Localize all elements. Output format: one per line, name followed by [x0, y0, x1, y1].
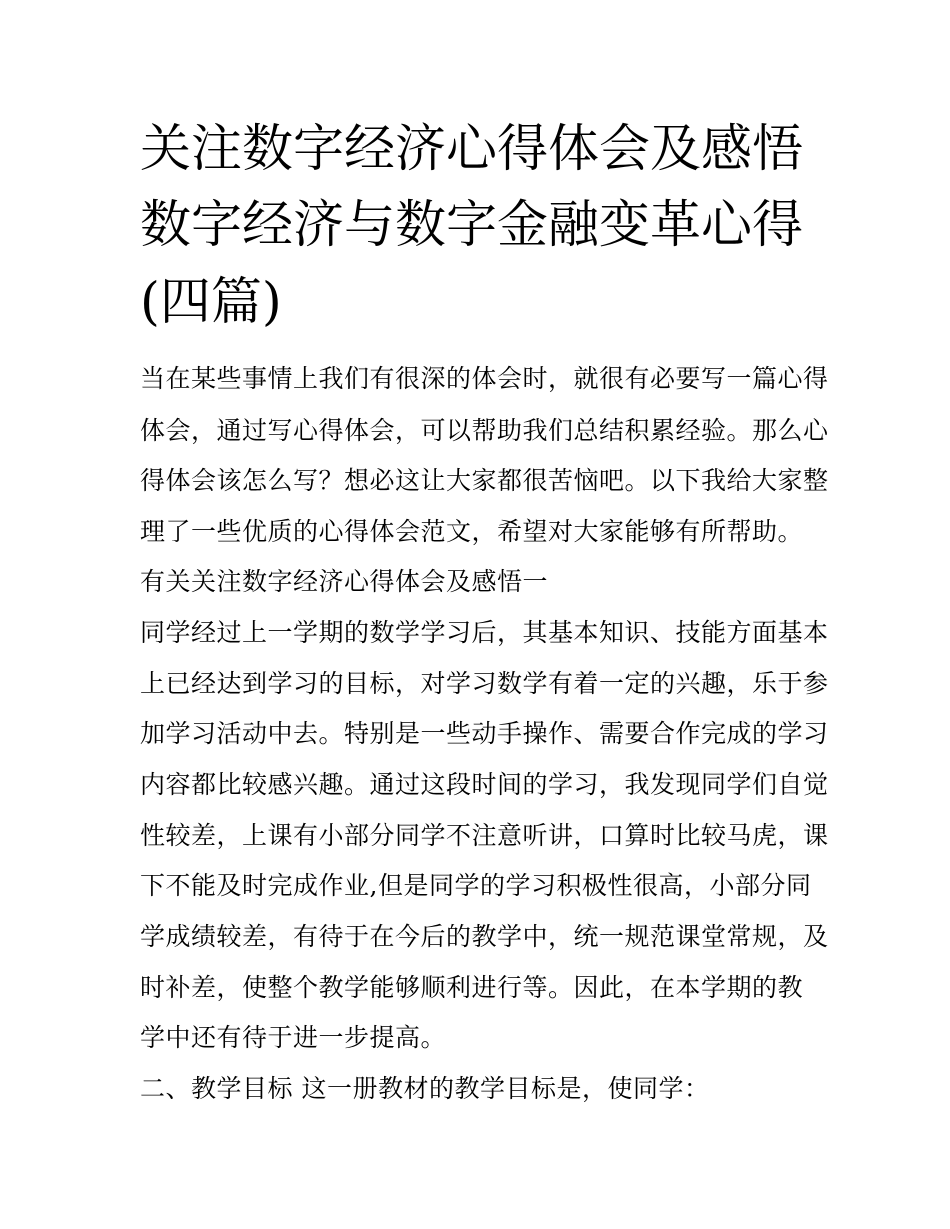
title-line-3: (四篇) [140, 273, 282, 332]
body-line-14: 学中还有待于进一步提高。 [140, 1023, 447, 1052]
body-line-1: 当在某些事情上我们有很深的体会时，就很有必要写一篇心得 [140, 364, 829, 393]
body-line-13: 时补差，使整个教学能够顺利进行等。因此，在本学期的教 [140, 973, 804, 1002]
body-line-2: 体会，通过写心得体会，可以帮助我们总结积累经验。那么心 [140, 416, 829, 445]
section-heading-1: 有关关注数字经济心得体会及感悟一 [140, 567, 549, 596]
title-line-2: 数字经济与数字金融变革心得 [140, 196, 804, 255]
body-line-8: 加学习活动中去。特别是一些动手操作、需要合作完成的学习 [140, 719, 829, 748]
body-line-9: 内容都比较感兴趣。通过这段时间的学习，我发现同学们自觉 [140, 770, 829, 799]
body-line-3: 得体会该怎么写？想必这让大家都很苦恼吧。以下我给大家整 [140, 466, 829, 495]
body-line-11: 下不能及时完成作业,但是同学的学习积极性很高，小部分同 [140, 871, 812, 900]
section-heading-2: 二、教学目标 这一册教材的教学目标是，使同学： [140, 1074, 710, 1103]
title-line-1: 关注数字经济心得体会及感悟 [140, 120, 804, 179]
body-line-10: 性较差，上课有小部分同学不注意听讲，口算时比较马虎，课 [140, 821, 829, 850]
body-line-7: 上已经达到学习的目标，对学习数学有着一定的兴趣，乐于参 [140, 669, 829, 698]
body-line-4: 理了一些优质的心得体会范文，希望对大家能够有所帮助。 [140, 517, 804, 546]
body-line-6: 同学经过上一学期的数学学习后，其基本知识、技能方面基本 [140, 618, 829, 647]
body-line-12: 学成绩较差，有待于在今后的教学中，统一规范课堂常规，及 [140, 922, 829, 951]
